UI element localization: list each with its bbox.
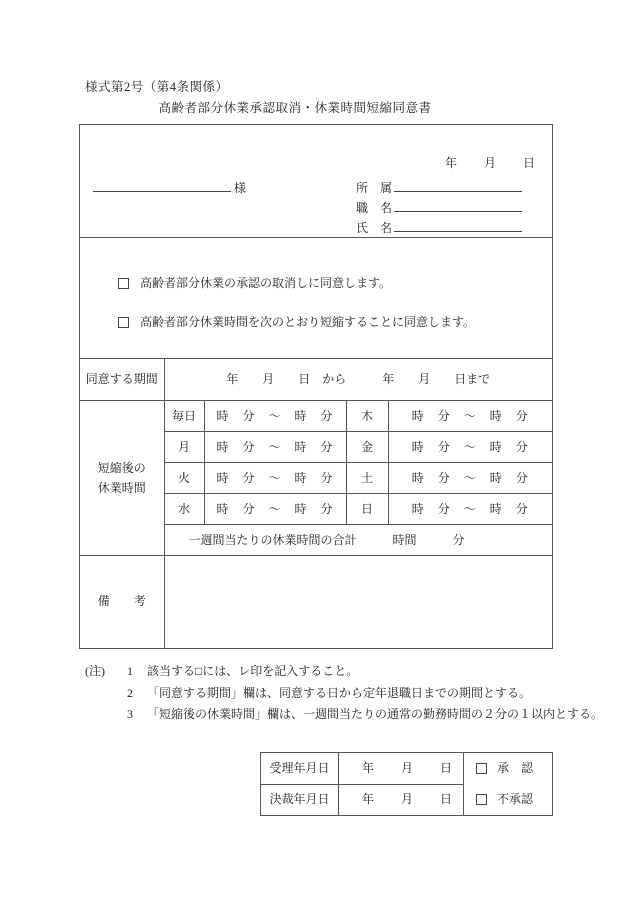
decided-date-label: 決裁年月日 [261,784,339,816]
field-position-input[interactable] [394,199,522,212]
consent-section [80,238,552,358]
field-name-label: 氏 名 [356,221,393,235]
decision-cell [464,753,553,816]
consent-option-cancel [118,276,391,291]
time-cell-wed[interactable]: 時 分 ～ 時 分 [204,494,346,525]
notes-section [85,661,604,726]
time-cell-sat[interactable]: 時 分 ～ 時 分 [388,463,552,494]
approval-row-received [261,753,553,785]
remarks-row [80,556,552,648]
note-item-3 [85,704,604,726]
field-name [356,219,522,239]
note-text-2: 「同意する期間」欄は、同意する日から定年退職日までの期間とする。 [147,685,532,700]
time-cell-tue[interactable]: 時 分 ～ 時 分 [204,463,346,494]
consent-option-shorten [118,315,475,330]
note-item-1 [85,661,565,683]
time-cell-fri[interactable]: 時 分 ～ 時 分 [388,432,552,463]
schedule-table [80,358,552,648]
approve-label: 承 認 [497,761,534,775]
time-cell-sun[interactable]: 時 分 ～ 時 分 [388,494,552,525]
shorten-checkbox[interactable] [118,317,129,328]
day-cell-wed: 水 [164,494,204,525]
cancel-checkbox-label: 高齢者部分休業の承認の取消しに同意します。 [140,276,392,290]
received-date-label: 受理年月日 [261,753,339,785]
day-cell-mon: 月 [164,432,204,463]
field-affiliation-label: 所 属 [356,181,393,195]
remarks-input-cell[interactable] [164,556,552,648]
schedule-row-everyday [80,401,552,432]
approval-table [260,752,553,816]
note-marker: (注) [85,664,105,678]
form-number: 様式第2号（第4条関係） [85,80,229,94]
day-cell-sat: 土 [346,463,388,494]
weekly-total-cell[interactable]: 一週間当たりの休業時間の合計 時間 分 [164,525,552,556]
document-title: 高齢者部分休業承認取消・休業時間短縮同意書 [158,101,432,115]
shorten-checkbox-label: 高齢者部分休業時間を次のとおり短縮することに同意します。 [140,315,476,329]
day-cell-sun: 日 [346,494,388,525]
remarks-label: 備 考 [80,556,164,648]
schedule-label-line1: 短縮後の [97,461,146,475]
addressee-name-field[interactable] [93,179,231,192]
time-cell-thu[interactable]: 時 分 ～ 時 分 [388,401,552,432]
day-cell-tue: 火 [164,463,204,494]
addressee-line [93,179,246,196]
time-cell-everyday[interactable]: 時 分 ～ 時 分 [204,401,346,432]
period-label: 同意する期間 [80,359,164,401]
field-affiliation-input[interactable] [394,179,522,192]
decided-date-cell[interactable]: 年 月 日 [339,784,464,816]
cancel-checkbox[interactable] [118,278,129,289]
day-cell-thu: 木 [346,401,388,432]
reject-label: 不承認 [497,792,534,806]
decision-reject [464,784,552,815]
day-cell-everyday: 毎日 [164,401,204,432]
addressee-suffix: 様 [234,181,247,195]
reject-checkbox[interactable] [476,794,487,805]
applicant-fields [356,179,522,239]
note-text-3: 「短縮後の休業時間」欄は、一週間当たりの通常の勤務時間の２分の１以内とする。 [147,707,604,721]
field-position [356,199,522,219]
note-text-1: 該当する□には、レ印を記入すること。 [147,664,359,678]
received-date-cell[interactable]: 年 月 日 [339,753,464,785]
field-name-input[interactable] [394,219,522,232]
main-form-box [79,124,553,649]
approve-checkbox[interactable] [476,763,487,774]
field-position-label: 職 名 [356,201,393,215]
schedule-label-line2: 休業時間 [97,481,146,495]
day-cell-fri: 金 [346,432,388,463]
period-row [80,359,552,401]
note-item-2 [85,683,565,705]
date-line: 年 月 日 [444,156,536,170]
note-number-2: 2 [127,685,133,700]
field-affiliation [356,179,522,199]
signature-section [80,125,552,238]
period-value-cell[interactable]: 年 月 日 から 年 月 日まで [164,359,552,401]
schedule-label [80,401,164,556]
decision-approve [464,753,552,784]
time-cell-mon[interactable]: 時 分 ～ 時 分 [204,432,346,463]
note-number-3: 3 [127,707,133,721]
note-number-1: 1 [127,664,133,678]
